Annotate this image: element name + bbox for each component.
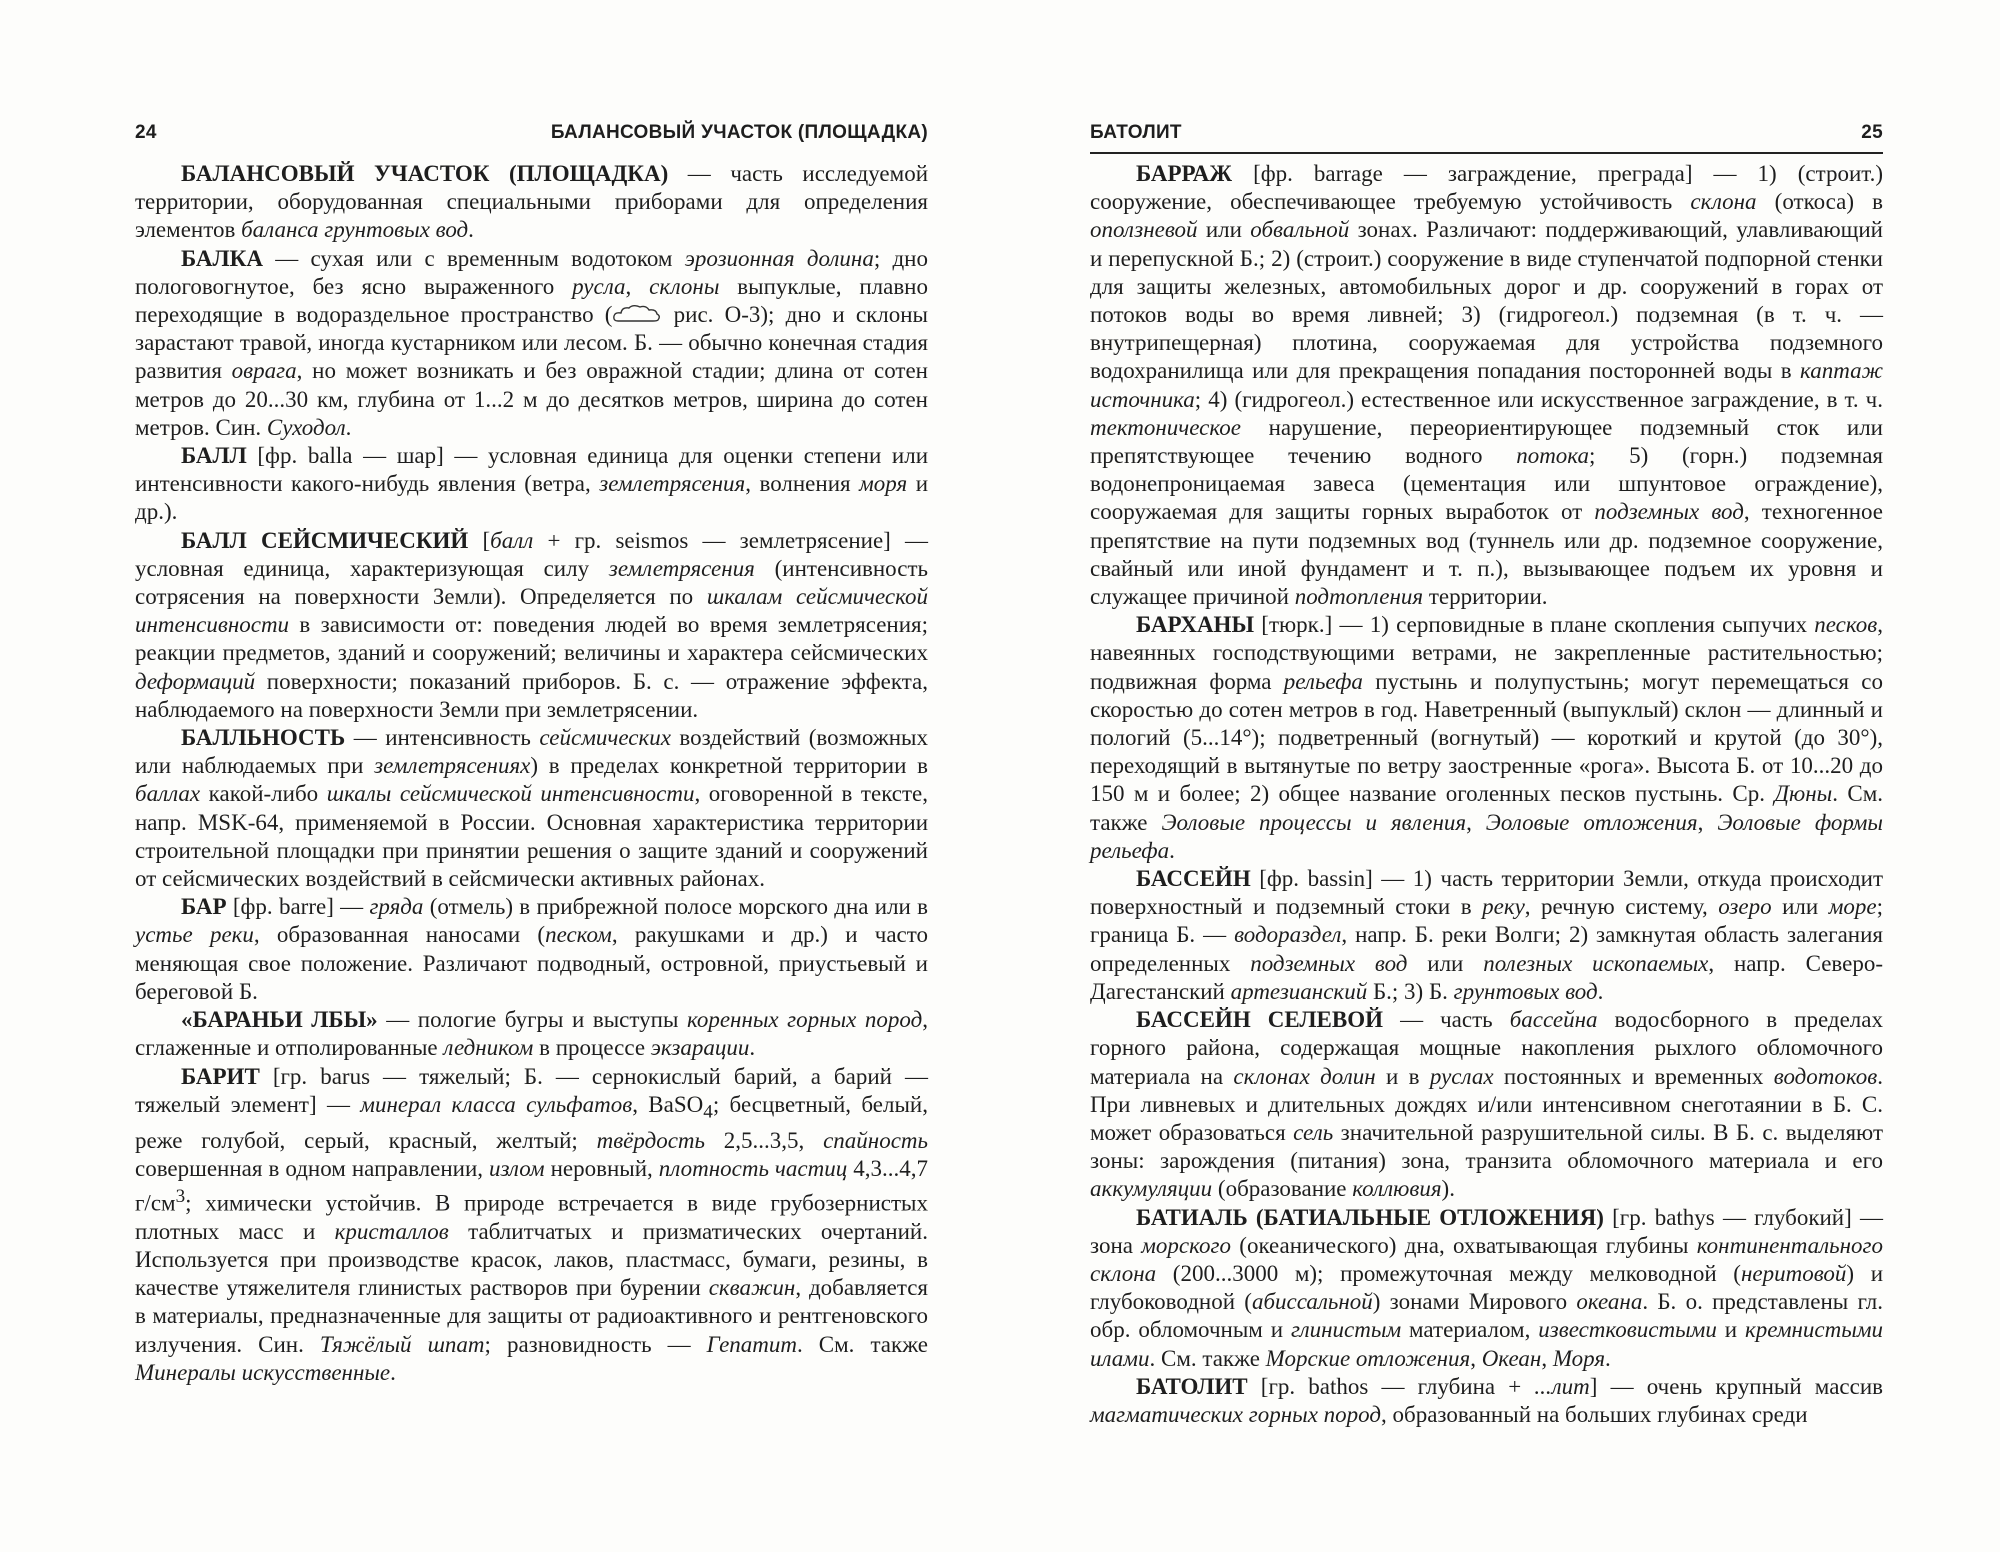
entry-batolit: БАТОЛИТ [гр. bathos — глубина + ...лит] — очень крупный массив магматических горных пород, образованный на больших глубинах среди bbox=[1090, 1373, 1883, 1427]
entry-barani-lby: «БАРАНЬИ ЛБЫ» — пологие бугры и выступы коренных горных пород, сглаженные и отполированные ледником в процессе экзарации. bbox=[135, 1007, 928, 1061]
entry-batial: БАТИАЛЬ (БАТИАЛЬНЫЕ ОТЛОЖЕНИЯ) [гр. bathys — глубокий] — зона морского (океанического) дна, охватывающая глубины континентального склона (200...3000 м); промежуточная между мелководной (неритовой) и глубоководной (абиссальной) зонами Мирового океана. Б. о. представлены гл. обр. обломочным и глинистым материалом, известковистыми и кремнистыми илами. См. также Морские отложения, Океан, Моря. bbox=[1090, 1204, 1883, 1371]
entry-bassein: БАССЕЙН [фр. bassin] — 1) часть территории Земли, откуда происходит поверхностный и подземный стоки в реку, речную систему, озеро или море; граница Б. — водораздел, напр. Б. реки Волги; 2) замкнутая область залегания определенных подземных вод или полезных ископаемых, напр. Северо-Дагестанский артезианский Б.; 3) Б. грунтовых вод. bbox=[1090, 866, 1883, 1004]
entry-term: БАССЕЙН bbox=[1136, 866, 1251, 892]
entry-barkhany: БАРХАНЫ [тюрк.] — 1) серповидные в плане скопления сыпучих песков, навеянных господствующими ветрами, не закрепленные растительностью; подвижная форма рельефа пустынь и полупустынь; могут перемещаться со скоростью до сотен метров в год. Наветренный (выпуклый) склон — длинный и пологий (5...14°); подветренный (вогнутый) — короткий и крутой (до 30°), переходящий в вытянутые по ветру заостренные «рога». Высота Б. от 10...20 до 150 м и более; 2) общее название оголенных песков пустынь. Ср. Дюны. См. также Эоловые процессы и явления, Эоловые отложения, Эоловые формы рельефа. bbox=[1090, 612, 1884, 863]
entry-ball-seismicheskii: БАЛЛ СЕЙСМИЧЕСКИЙ [балл + гр. seismos — землетрясение] — условная единица, характеризующая силу землетрясения (интенсивность сотрясения на поверхности Земли). Определяется по шкалам сейсмической интенсивности в зависимости от: поведения людей во время землетрясения; реакции предметов, зданий и сооружений; величины и характера сейсмических деформаций поверхности; показаний приборов. Б. с. — отражение эффекта, наблюдаемого на поверхности Земли при землетрясении. bbox=[135, 527, 928, 722]
entry-term: БАР bbox=[181, 894, 227, 920]
running-head-title: БАТОЛИТ bbox=[1090, 122, 1182, 143]
entry-term: БАЛАНСОВЫЙ УЧАСТОК (ПЛОЩАДКА) bbox=[181, 161, 669, 186]
entry-ball: БАЛЛ [фр. balla — шар] — условная единица для оценки степени или интенсивности какого-нибудь явления (ветра, землетрясения, волнения моря и др.). bbox=[135, 443, 929, 525]
entry-term: «БАРАНЬИ ЛБЫ» bbox=[181, 1007, 378, 1033]
entry-term: БАЛЛ bbox=[181, 443, 247, 469]
entry-term: БАЛКА bbox=[181, 245, 263, 271]
entry-term: БАРРАЖ bbox=[1136, 161, 1233, 186]
left-column bbox=[135, 160, 928, 1387]
entry-term: БАРХАНЫ bbox=[1136, 612, 1255, 638]
entry-term: БАТОЛИТ bbox=[1136, 1373, 1248, 1399]
entry-barit: БАРИТ [гр. barus — тяжелый; Б. — сернокислый барий, а барий — тяжелый элемент] — минерал класса сульфатов, BaSO$_4$; бесцветный, белый, реже голубой, серый, красный, желтый; твёрдость 2,5...3,5, спайность совершенная в одном направлении, излом неровный, плотность частиц 4,3...4,7 $г/см^3$; химически устойчив. В природе встречается в виде грубозернистых плотных масс и кристаллов таблитчатых и призматических очертаний. Используется при производстве красок, лаков, пластмасс, бумаги, резины, в качестве утяжелителя глинистых растворов при бурении скважин, добавляется в материалы, предназначенные для защиты от радиоактивного и рентгеновского излучения. Син. Тяжёлый шпат; разновидность — Гепатит. См. также Минералы искусственные. bbox=[135, 1063, 929, 1385]
cloud-reference-icon bbox=[612, 304, 662, 324]
entry-barrazh: БАРРАЖ [фр. barrage — заграждение, преграда] — 1) (строит.) сооружение, обеспечивающее требуемую устойчивость склона (откоса) в оползневой или обвальной зонах. Различают: поддерживающий, улавливающий и перепускной Б.; 2) (строит.) сооружение в виде ступенчатой подпорной стенки для защиты железных, автомобильных дорог и др. сооружений в горах от потоков воды во время ливней; 3) (гидрогеол.) подземная (в т. ч. — внутрипещерная) плотина, сооружаемая для устройства подземного водохранилища или для прекращения попадания посторонней воды в каптаж источника; 4) (гидрогеол.) естественное или искусственное заграждение, в т. ч. тектоническое нарушение, переориентирующее подземный сток или препятствующее течению водного потока; 5) (горн.) подземная водонепроницаемая завеса (цементация или шпунтовое ограждение), сооружаемая для защиты горных выработок от подземных вод, техногенное препятствие на пути подземных вод (туннель или др. подземное сооружение, свайный или иной фундамент и т. п.), вызывающее подъем их уровня и служащее причиной подтопления территории. bbox=[1090, 161, 1883, 610]
entry-balka: БАЛКА — сухая или с временным водотоком эрозионная долина; дно пологовогнутое, без ясно выраженного русла, склоны выпуклые, плавно переходящие в водораздельное пространство ( рис. О-3); дно и склоны зарастают травой, иногда кустарником или лесом. Б. — обычно конечная стадия развития оврага, но может возникать и без овражной стадии; длина от сотен метров до 20...30 км, глубина от 1...2 м до десятков метров, ширина до сотен метров. Син. Суходол. bbox=[135, 245, 928, 440]
page-number: 25 bbox=[1861, 122, 1883, 143]
running-head-title: БАЛАНСОВЫЙ УЧАСТОК (ПЛОЩАДКА) bbox=[550, 122, 928, 143]
right-column bbox=[1090, 160, 1883, 1429]
entry-term: БАРИТ bbox=[181, 1063, 260, 1089]
entry-term: БАССЕЙН СЕЛЕВОЙ bbox=[1136, 1007, 1384, 1033]
page-number: 24 bbox=[135, 122, 157, 143]
entry-term: БАТИАЛЬ (БАТИАЛЬНЫЕ ОТЛОЖЕНИЯ) bbox=[1136, 1204, 1604, 1230]
entry-term: БАЛЛЬНОСТЬ bbox=[181, 725, 346, 751]
right-page bbox=[1000, 0, 2000, 1552]
entry-balansovyi-uchastok: БАЛАНСОВЫЙ УЧАСТОК (ПЛОЩАДКА) — часть исследуемой территории, оборудованная специальными приборами для определения элементов баланса грунтовых вод. bbox=[135, 161, 928, 243]
left-running-head bbox=[135, 118, 928, 152]
entry-bar: БАР [фр. barre] — гряда (отмель) в прибрежной полосе морского дна или в устье реки, образованная наносами (песком, ракушками и др.) и часто меняющая свое положение. Различают подводный, островной, приустьевый и береговой Б. bbox=[135, 894, 928, 1004]
entry-term: БАЛЛ СЕЙСМИЧЕСКИЙ bbox=[181, 527, 469, 553]
right-running-head bbox=[1090, 118, 1883, 154]
entry-ballnost: БАЛЛЬНОСТЬ — интенсивность сейсмических воздействий (возможных или наблюдаемых при землетрясениях) в пределах конкретной территории в баллах какой-либо шкалы сейсмической интенсивности, оговоренной в тексте, напр. MSK-64, применяемой в России. Основная характеристика территории строительной площадки при принятии решения о защите зданий и сооружений от сейсмических воздействий в сейсмически активных районах. bbox=[135, 725, 929, 892]
entry-bassein-selevoi: БАССЕЙН СЕЛЕВОЙ — часть бассейна водосборного в пределах горного района, содержащая мощные накопления рыхлого обломочного материала на склонах долин и в руслах постоянных и временных водотоков. При ливневых и длительных дождях и/или интенсивном снеготаянии в Б. С. может образоваться сель значительной разрушительной силы. В Б. с. выделяют зоны: зарождения (питания) зона, транзита обломочного материала и его аккумуляции (образование коллювия). bbox=[1090, 1007, 1884, 1202]
